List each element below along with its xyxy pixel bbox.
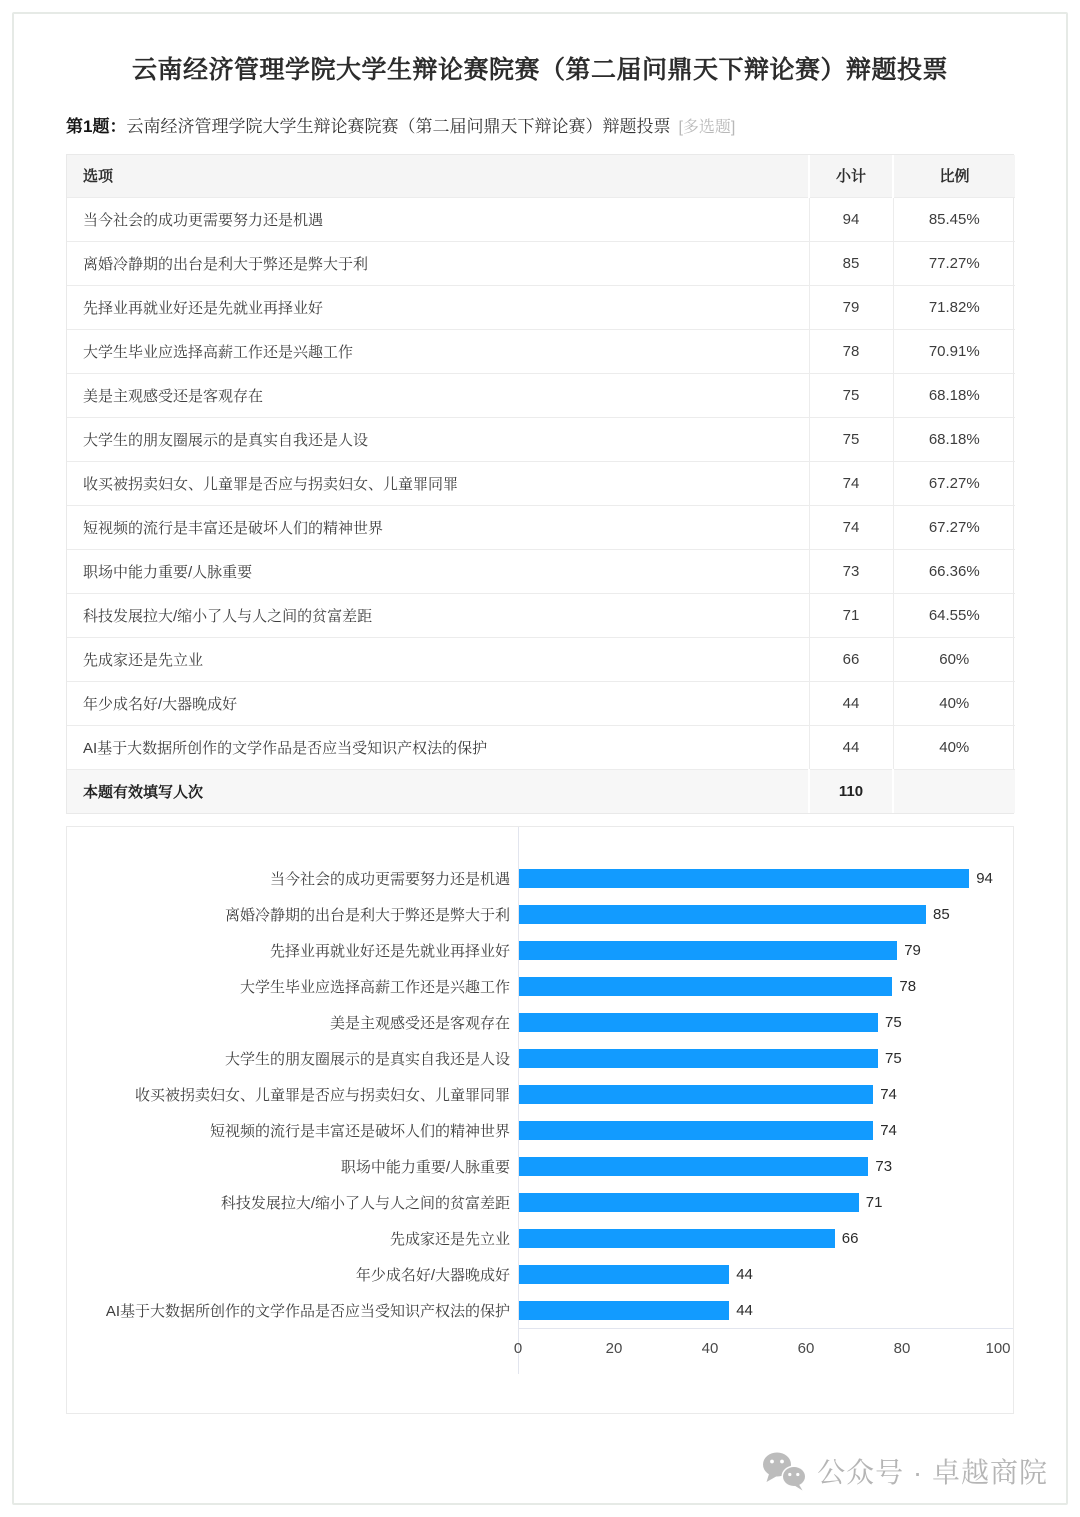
table-row [67,505,1015,549]
chart-bar [518,869,969,888]
chart-category-label: 年少成名好/大器晚成好 [355,1266,510,1284]
count-cell: 79 [809,285,893,329]
option-cell: 职场中能力重要/人脉重要 [67,549,809,593]
chart-bar-value: 74 [880,1085,897,1103]
chart-category-label: 离婚冷静期的出台是利大于弊还是弊大于利 [224,906,510,924]
chart-bar-value: 44 [736,1301,753,1319]
option-cell: 收买被拐卖妇女、儿童罪是否应与拐卖妇女、儿童罪同罪 [67,461,809,505]
percent-cell: 68.18% [893,417,1015,461]
axis-tick-label: 40 [701,1340,719,1357]
count-cell: 44 [809,681,893,725]
chart-bar [518,1301,729,1320]
question-type-tag: [多选题] [678,119,736,136]
option-cell: AI基于大数据所创作的文学作品是否应当受知识产权法的保护 [67,725,809,769]
chart-bar-value: 78 [899,977,917,995]
chart-bar [518,1049,878,1068]
watermark-text: 公众号 · 卓越商院 [817,1457,1048,1488]
option-cell: 美是主观感受还是客观存在 [67,373,809,417]
option-cell: 科技发展拉大/缩小了人与人之间的贫富差距 [67,593,809,637]
option-cell: 先成家还是先立业 [67,637,809,681]
percent-cell: 40% [893,681,1015,725]
percent-cell: 85.45% [893,197,1015,241]
table-header-count: 小计 [809,155,893,197]
percent-cell: 64.55% [893,593,1015,637]
chart-bar [518,905,926,924]
table-footer-row [67,769,1015,813]
chart-category-label: 先成家还是先立业 [389,1230,510,1248]
table-row [67,417,1015,461]
chart-row [67,932,1013,968]
option-cell: 短视频的流行是丰富还是破坏人们的精神世界 [67,505,809,549]
y-axis-line [518,827,519,1374]
count-cell: 44 [809,725,893,769]
chart-category-label: 短视频的流行是丰富还是破坏人们的精神世界 [209,1122,510,1140]
percent-cell: 70.91% [893,329,1015,373]
table-row [67,329,1015,373]
question-title: 云南经济管理学院大学生辩论赛院赛（第二届问鼎天下辩论赛）辩题投票 [126,117,671,136]
chart-bar [518,1229,835,1248]
count-cell: 74 [809,461,893,505]
question-line [66,112,1014,137]
page-card [12,12,1068,1505]
percent-cell: 77.27% [893,241,1015,285]
chart-category-label: 美是主观感受还是客观存在 [329,1014,510,1032]
option-cell: 大学生的朋友圈展示的是真实自我还是人设 [67,417,809,461]
table-body [67,197,1015,769]
chart-bar-value: 71 [865,1193,883,1211]
table-row [67,681,1015,725]
chart-bar [518,1085,873,1104]
option-cell: 当今社会的成功更需要努力还是机遇 [67,197,809,241]
chart-bar-value: 74 [880,1121,897,1139]
percent-cell: 68.18% [893,373,1015,417]
chart-panel [66,826,1014,1414]
chart-x-axis [513,1328,1013,1374]
percent-cell: 40% [893,725,1015,769]
chart-bar-value: 94 [976,869,993,887]
axis-tick-label: 0 [513,1340,523,1357]
chart-category-label: 大学生的朋友圈展示的是真实自我还是人设 [224,1050,510,1068]
chart-row [67,1112,1013,1148]
table-row [67,285,1015,329]
chart-bar [518,1265,729,1284]
count-cell: 94 [809,197,893,241]
chart-bar-value: 66 [841,1229,859,1247]
count-cell: 75 [809,373,893,417]
table-row [67,373,1015,417]
table-header-row [67,155,1015,197]
count-cell: 74 [809,505,893,549]
chart-row [67,1040,1013,1076]
count-cell: 85 [809,241,893,285]
watermark [761,1451,1048,1491]
footer-percent [893,769,1015,813]
count-cell: 73 [809,549,893,593]
chart-category-label: 科技发展拉大/缩小了人与人之间的贫富差距 [220,1194,510,1212]
table-header-option: 选项 [67,155,809,197]
axis-tick-label: 100 [985,1340,1011,1357]
percent-cell: 67.27% [893,461,1015,505]
chart-row [67,968,1013,1004]
table-row [67,637,1015,681]
chart-bar [518,977,892,996]
table-row [67,241,1015,285]
percent-cell: 66.36% [893,549,1015,593]
chart-bar [518,1121,873,1140]
table-row [67,461,1015,505]
count-cell: 66 [809,637,893,681]
table-row [67,549,1015,593]
chart-row [67,1184,1013,1220]
table-header-percent: 比例 [893,155,1015,197]
chart-bar-value: 79 [904,941,921,959]
axis-tick-label: 80 [893,1340,911,1357]
chart-bar-value: 75 [885,1013,902,1031]
option-cell: 大学生毕业应选择高薪工作还是兴趣工作 [67,329,809,373]
chart-rows [67,860,1013,1328]
table-row [67,725,1015,769]
chart-row [67,896,1013,932]
option-cell: 先择业再就业好还是先就业再择业好 [67,285,809,329]
chart-row [67,1256,1013,1292]
count-cell: 78 [809,329,893,373]
chart-bar-value: 73 [875,1157,893,1175]
chart-category-label: 收买被拐卖妇女、儿童罪是否应与拐卖妇女、儿童罪同罪 [134,1086,510,1104]
footer-count: 110 [809,769,893,813]
question-number: 第1题： [66,117,127,136]
chart-row [67,1004,1013,1040]
chart-row [67,1148,1013,1184]
chart-bar [518,1013,878,1032]
axis-tick-label: 20 [605,1340,623,1357]
chart-row [67,1220,1013,1256]
percent-cell: 60% [893,637,1015,681]
option-cell: 年少成名好/大器晚成好 [67,681,809,725]
footer-label: 本题有效填写人次 [67,769,809,813]
chart-bar [518,941,897,960]
chart-category-label: 当今社会的成功更需要努力还是机遇 [269,870,510,888]
wechat-icon [761,1451,807,1491]
results-table [66,154,1014,814]
percent-cell: 71.82% [893,285,1015,329]
count-cell: 71 [809,593,893,637]
chart-plot [67,827,1013,1374]
chart-row [67,1076,1013,1112]
page-title: 云南经济管理学院大学生辩论赛院赛（第二届问鼎天下辩论赛）辩题投票 [131,56,948,84]
chart-category-label: 职场中能力重要/人脉重要 [340,1158,510,1176]
chart-bar-value: 85 [933,905,950,923]
table-row [67,593,1015,637]
percent-cell: 67.27% [893,505,1015,549]
chart-bar-value: 75 [885,1049,902,1067]
chart-row [67,1292,1013,1328]
chart-category-label: AI基于大数据所创作的文学作品是否应当受知识产权法的保护 [105,1302,510,1320]
chart-category-label: 大学生毕业应选择高薪工作还是兴趣工作 [239,978,510,996]
option-cell: 离婚冷静期的出台是利大于弊还是弊大于利 [67,241,809,285]
chart-category-label: 先择业再就业好还是先就业再择业好 [269,942,510,960]
chart-row [67,860,1013,896]
axis-tick-label: 60 [797,1340,815,1357]
chart-bar [518,1193,859,1212]
chart-bar-value: 44 [736,1265,753,1283]
chart-bar [518,1157,868,1176]
count-cell: 75 [809,417,893,461]
table-row [67,197,1015,241]
